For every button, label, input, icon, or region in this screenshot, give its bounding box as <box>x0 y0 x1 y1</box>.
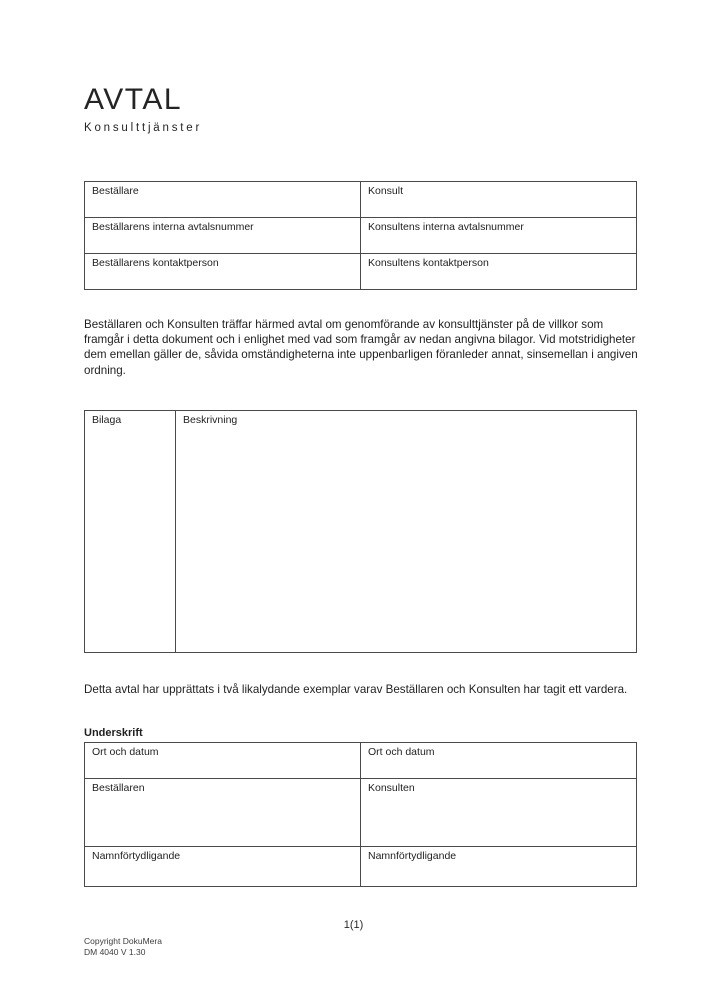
cell-label: Konsultens interna avtalsnummer <box>368 221 524 233</box>
cell-konsult[interactable] <box>361 182 637 218</box>
table-row <box>85 182 637 218</box>
column-header: Bilaga <box>92 414 122 426</box>
cell-label: Beställare <box>92 185 139 197</box>
cell-bestallarens-avtalsnummer[interactable] <box>85 218 361 254</box>
cell-label: Namnförtydligande <box>92 850 181 862</box>
cell-label: Konsult <box>368 185 404 197</box>
cell-label: Ort och datum <box>92 746 159 758</box>
cell-label: Beställaren <box>92 782 145 794</box>
cell-label: Beställarens interna avtalsnummer <box>92 221 254 233</box>
attachments-table <box>84 410 637 653</box>
cell-signature-konsulten[interactable] <box>361 779 637 847</box>
parties-table <box>84 181 637 290</box>
cell-namnfortydligande-bestallaren[interactable] <box>85 847 361 887</box>
cell-label: Ort och datum <box>368 746 435 758</box>
cell-bestallarens-kontaktperson[interactable] <box>85 254 361 290</box>
cell-bilaga[interactable] <box>85 411 176 653</box>
cell-namnfortydligande-konsulten[interactable] <box>361 847 637 887</box>
signature-table <box>84 742 637 887</box>
column-header: Beskrivning <box>183 414 238 426</box>
cell-label: Namnförtydligande <box>368 850 457 862</box>
cell-beskrivning[interactable] <box>176 411 637 653</box>
cell-label: Beställarens kontaktperson <box>92 257 219 269</box>
intro-paragraph: Beställaren och Konsulten träffar härmed avtal om genomförande av konsulttjänster på de villkor som framgår i detta dokument och i enlighet med vad som framgår av nedan angivna bilagor. Vid motstridigheter dem emellan gäller de, såvida omständigheterna inte uppenbarligen föranleder annat, sinsemellan i angiven ordning. <box>84 318 638 377</box>
table-row <box>85 847 637 887</box>
page-subtitle: Konsulttjänster <box>84 122 203 134</box>
cell-konsultens-kontaktperson[interactable] <box>361 254 637 290</box>
cell-signature-bestallaren[interactable] <box>85 779 361 847</box>
signature-section-heading: Underskrift <box>84 727 143 739</box>
table-row <box>85 254 637 290</box>
footer-copyright <box>84 936 162 957</box>
cell-label: Konsultens kontaktperson <box>368 257 489 269</box>
cell-label: Konsulten <box>368 782 415 794</box>
copyright-line: Copyright DokuMera <box>84 936 162 946</box>
closing-paragraph: Detta avtal har upprättats i två likalydande exemplar varav Beställaren och Konsulten har tagit ett vardera. <box>84 683 628 696</box>
cell-bestallare[interactable] <box>85 182 361 218</box>
table-row <box>85 218 637 254</box>
cell-ort-och-datum-bestallaren[interactable] <box>85 743 361 779</box>
table-row <box>85 743 637 779</box>
table-row <box>85 779 637 847</box>
table-row <box>85 411 637 653</box>
version-line: DM 4040 V 1.30 <box>84 946 146 957</box>
page-title: AVTAL <box>84 83 183 116</box>
cell-konsultens-avtalsnummer[interactable] <box>361 218 637 254</box>
cell-ort-och-datum-konsulten[interactable] <box>361 743 637 779</box>
page-number: 1(1) <box>343 919 364 931</box>
